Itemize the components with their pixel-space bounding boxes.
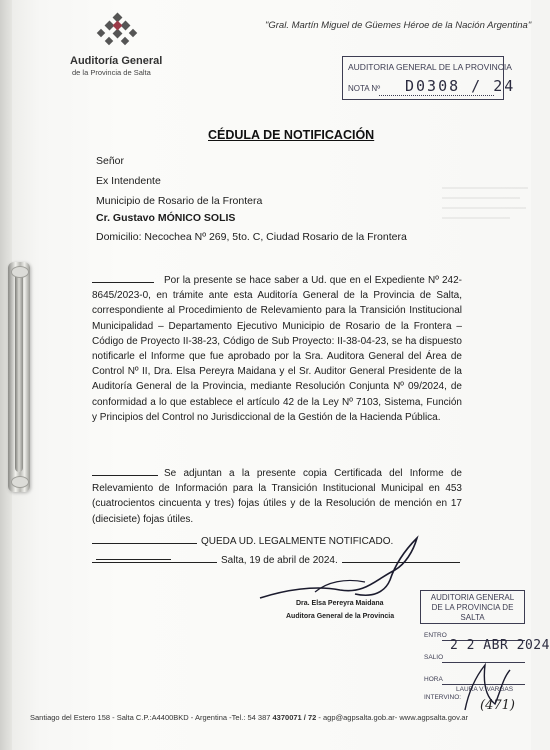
addressee-municipality: Municipio de Rosario de la Frontera xyxy=(96,195,263,207)
body-paragraph-1: Por la presente se hace saber a Ud. que en el Expediente Nº 242-8645/2023-0, en trámite ante esta Auditoría General de la Provincia de Salta, correspondiente al Procedimiento de Relevamiento para la Transición Institucional Municipalidad – Departamento Ejecutivo Municipio de Rosario de la Frontera – Código de Proyecto II-38-23, Código de Sub Proyecto: II-38-04-23, se ha dispuesto notificarle el Informe que fue aprobado por la Sra. Auditora General del Área de Control Nº II, Dra. Elsa Pereyra Maidana y el Sr. Auditor General Presidente de la Auditoría General de la Provincia, mediante Resolución Conjunta Nº 09/2024, de conformidad a lo que establece el artículo 42 de la Ley Nº 7103, Sistema, Función y Principios del Control no Jurisdiccional de la Gestión de la Hacienda Pública. xyxy=(92,272,462,425)
notified-line: QUEDA UD. LEGALMENTE NOTIFICADO. xyxy=(92,533,462,565)
binder-clip xyxy=(8,262,30,492)
folio-number: (471) xyxy=(480,698,515,713)
stamp-intervened-name: LAURA V. VARGAS xyxy=(456,686,514,693)
institution-logo-icon xyxy=(92,12,144,52)
stamp-institution: AUDITORIA GENERAL DE LA PROVINCIA xyxy=(348,62,512,72)
addressee-salutation: Señor xyxy=(96,155,125,167)
signatory-role: Auditora General de la Provincia xyxy=(286,613,395,620)
bleed-through-marks xyxy=(440,180,531,240)
stamp-hour-label: HORA xyxy=(424,676,443,683)
blank-line xyxy=(92,465,158,476)
stamp-entry-label: ENTRO xyxy=(424,632,447,639)
stamp-exit-label: SALIO xyxy=(424,654,444,661)
institution-subtitle: de la Provincia de Salta xyxy=(72,68,151,77)
addressee-name: Cr. Gustavo MÓNICO SOLIS xyxy=(96,212,236,224)
page-footer: Santiago del Estero 158 - Salta C.P.:A4400BKD - Argentina -Tel.: 54 387 4370071 / 72 - agp@agpsalta.gob.ar- www.agpsalta.gov.ar xyxy=(30,713,469,722)
received-stamp: AUDITORIA GENERAL DE LA PROVINCIA DE SALTA ENTRO SALIO 2 2 ABR 2024 HORA INTERVINO: LAURA V. VARGAS (471) xyxy=(420,590,531,720)
stamp-note-number: D0308 / 24 xyxy=(405,77,516,95)
header-motto: "Gral. Martín Miguel de Güemes Héroe de la Nación Argentina" xyxy=(265,20,532,31)
date-line: Salta, 19 de abril de 2024. xyxy=(92,552,462,568)
body-paragraph-2: Se adjuntan a la presente copia Certificada del Informe de Relevamiento de Información para la Transición Institucional Municipal en 453 (cuatrocientos cincuenta y tres) fojas útiles y de la Resolución de mención en 17 (diecisiete) fojas útiles. xyxy=(92,465,462,527)
signatory-name: Dra. Elsa Pereyra Maidana xyxy=(296,600,384,607)
institution-name: Auditoría General xyxy=(70,55,163,67)
addressee-position: Ex Intendente xyxy=(96,175,161,187)
signature-scribble-icon xyxy=(255,530,425,605)
initials-scribble-icon xyxy=(455,660,515,715)
stamp-date: 2 2 ABR 2024 xyxy=(450,638,550,653)
note-number-stamp xyxy=(342,56,516,100)
blank-line xyxy=(92,272,154,283)
stamp-note-label: NOTA Nº xyxy=(348,84,381,93)
addressee-address: Domicilio: Necochea Nº 269, 5to. C, Ciudad Rosario de la Frontera xyxy=(96,231,407,243)
document-title: CÉDULA DE NOTIFICACIÓN xyxy=(208,128,375,142)
stamp-intervened-label: INTERVINO: xyxy=(424,694,462,701)
